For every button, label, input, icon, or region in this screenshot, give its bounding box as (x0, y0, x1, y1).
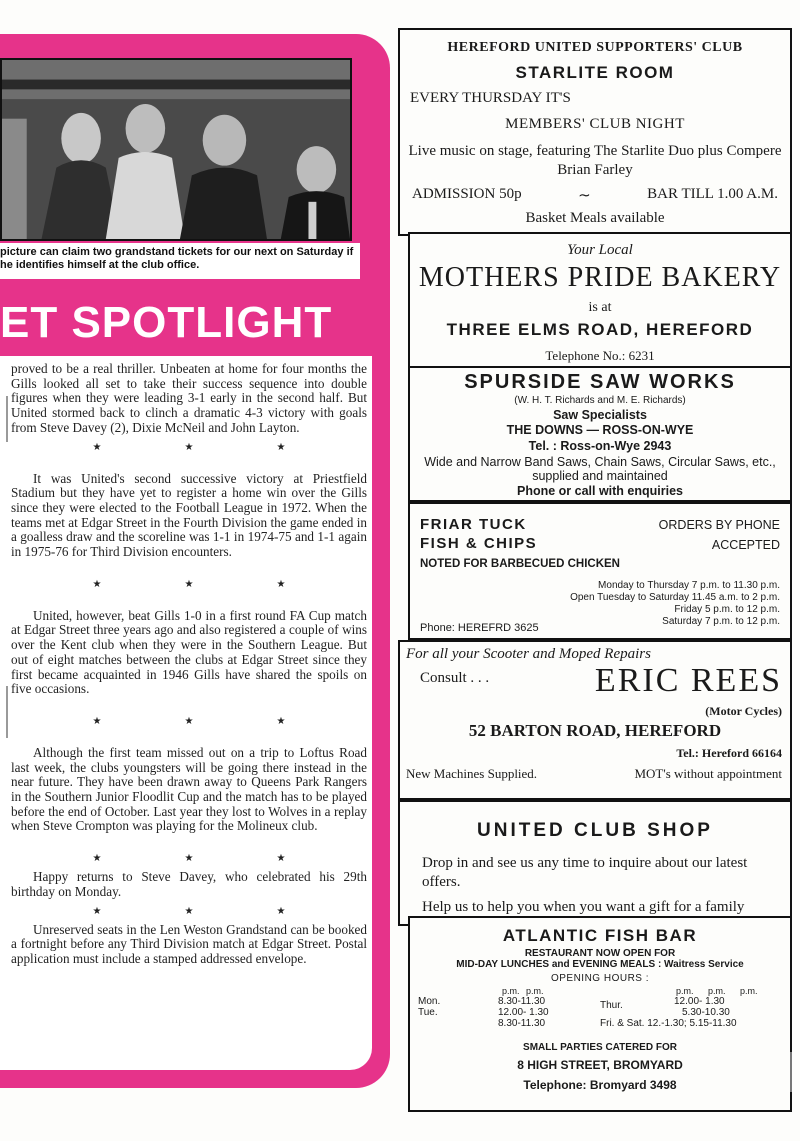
crowd-photo (0, 58, 352, 241)
star-icon: ★ (92, 715, 102, 727)
star-icon: ★ (184, 441, 194, 453)
article-paragraph: United, however, beat Gills 1-0 in a first round FA Cup match at Edgar Street three years ago and also registered a couple of wins over the Kent club when they were in the Southern League. But out of eight matches between the clubs at Edgar Street since they first became acquainted in 1946 Gills have shared the spoils on five occasions. (11, 607, 367, 697)
star-divider (11, 900, 367, 923)
ad-text: (Motor Cycles) (705, 704, 782, 718)
ad-address: 8 HIGH STREET, BROMYARD (517, 1058, 683, 1072)
ad-supporters-club (398, 28, 792, 236)
ad-title-line: FRIAR TUCK (420, 516, 527, 533)
ad-phone: Tel.: Hereford 66164 (676, 746, 782, 760)
ad-phone: Telephone No.: 6231 (545, 348, 655, 363)
article-paragraph: Happy returns to Steve Davey, who celebrated his 29th birthday on Monday. (11, 869, 367, 899)
ad-title: SPURSIDE SAW WORKS (464, 371, 736, 393)
ad-text: BAR TILL 1.00 A.M. (647, 186, 778, 202)
star-icon: ★ (276, 715, 286, 727)
pm-label: p.m. (708, 986, 726, 996)
ad-text: EVERY THURSDAY IT'S (410, 90, 571, 106)
article-paragraph: Unreserved seats in the Len Weston Grandstand can be booked a fortnight before any Third Division match at Edgar Street. Postal application must include a stamped addressed envelope. (11, 921, 367, 966)
star-divider (11, 573, 367, 596)
ad-title: ATLANTIC FISH BAR (502, 926, 698, 945)
ad-title-line: FISH & CHIPS (420, 535, 538, 552)
photo-caption: picture can claim two grandstand tickets for our next on Saturday if he identifies himself at the club office. (0, 243, 360, 279)
ad-phone: Phone: HEREFRD 3625 (420, 622, 539, 634)
hours-value: 8.30-11.30 (498, 996, 546, 1007)
day-label: Tue. (418, 1007, 438, 1018)
ad-text: Drop in and see us any time to inquire about our latest offers. (422, 855, 748, 890)
star-icon: ★ (92, 905, 102, 917)
star-divider (11, 436, 367, 459)
hours-value: 12.00- 1.30 (498, 1007, 549, 1018)
ad-orders (659, 515, 780, 555)
hours-value: Fri. & Sat. 12.-1.30; 5.15-11.30 (600, 1018, 737, 1029)
ad-title: UNITED CLUB SHOP (477, 820, 713, 841)
binder-hole-mark (6, 396, 9, 442)
ad-atlantic-fish-bar (408, 916, 792, 1112)
ad-title: ERIC REES (594, 662, 782, 699)
star-icon: ★ (184, 578, 194, 590)
article-paragraph: proved to be a real thriller. Unbeaten at home for four months the Gills looked all set to take their success sequence into double figures when they were leading 3-1 early in the second half. But United stormed back to clinch a dramatic 4-3 victory with goals from Steve Davey (2), Dixie McNeil and John Layton. (11, 361, 367, 435)
ad-subtitle: STARLITE ROOM (515, 63, 675, 82)
ad-text: ACCEPTED (711, 538, 780, 552)
star-icon: ★ (276, 578, 286, 590)
ad-text: SMALL PARTIES CATERED FOR (523, 1042, 677, 1053)
ad-address: 52 BARTON ROAD, HEREFORD (468, 721, 722, 740)
ad-text: Saw Specialists (553, 408, 647, 422)
hours-value: 12.00- 1.30 (674, 996, 725, 1007)
ad-text: is at (588, 300, 612, 315)
ad-eric-rees (398, 640, 792, 800)
star-icon: ★ (184, 905, 194, 917)
ad-text: Phone or call with enquiries (516, 484, 683, 498)
day-label: Thur. (600, 1000, 623, 1011)
pm-label: p.m. (502, 986, 520, 996)
ad-text: OPENING HOURS : (550, 973, 650, 984)
hours-value: 8.30-11.30 (498, 1018, 546, 1029)
star-icon: ★ (92, 578, 102, 590)
ad-text: MOT's without appointment (634, 766, 782, 781)
star-divider (11, 710, 367, 733)
ad-title: HEREFORD UNITED SUPPORTERS' CLUB (447, 40, 743, 55)
ad-text: Wide and Narrow Band Saws, Chain Saws, Circular Saws, etc., supplied and maintained (424, 455, 776, 483)
ad-text: ADMISSION 50p (412, 186, 522, 202)
ad-text: Basket Meals available (525, 210, 665, 226)
star-divider (11, 847, 367, 870)
hours-value: 5.30-10.30 (682, 1007, 730, 1018)
ad-text: New Machines Supplied. (406, 766, 538, 781)
ad-text: (W. H. T. Richards and M. E. Richards) (514, 395, 686, 406)
ad-address: THE DOWNS — ROSS-ON-WYE (506, 423, 694, 437)
ad-club-shop (398, 800, 792, 926)
article-paragraph: It was United's second successive victory at Priestfield Stadium but they have yet to register a home win over the Gills since they were elected to the Football League in 1972. When the teams met at Edgar Street in the Fourth Division the game ended in a goalless draw and the scoreline was 1-1 in 1974-75 and 1-1 again in 1975-76 for Third Division encounters. (11, 470, 367, 560)
article-paragraph: Although the first team missed out on a trip to Loftus Road last week, the clubs youngsters will be going there instead in the near future. They have been drawn away to Queens Park Rangers in the Southern Junior Floodlit Cup and the match has to be played before the end of October. Last year they lost to Wolves in a replay when Steve Crompton was playing for the Molineux club. (11, 744, 367, 834)
spotlight-heading: ET SPOTLIGHT (0, 298, 333, 347)
ad-text: For all your Scooter and Moped Repairs (406, 646, 651, 662)
ad-text: Help us to help you when you want a gift for a family (422, 899, 745, 915)
ad-text: Live music on stage, featuring The Starlite Duo plus Compere Brian Farley (408, 143, 782, 178)
ad-hours-line: Saturday 7 p.m. to 12 p.m. (662, 616, 780, 627)
star-icon: ★ (184, 853, 194, 865)
pm-label: p.m. (676, 986, 694, 996)
ad-hours-line: Friday 5 p.m. to 12 p.m. (674, 604, 780, 615)
margin-mark (790, 1052, 792, 1092)
pm-label: p.m. (526, 986, 544, 996)
ad-text: NOTED FOR BARBECUED CHICKEN (420, 558, 620, 570)
day-label: Mon. (418, 996, 441, 1007)
ad-text: MEMBERS' CLUB NIGHT (505, 116, 685, 132)
ad-admission-row (412, 186, 778, 205)
star-icon: ★ (92, 441, 102, 453)
ad-address: THREE ELMS ROAD, HEREFORD (446, 320, 754, 339)
article-panel (0, 356, 372, 1070)
ad-text: Your Local (567, 242, 633, 258)
ad-title (420, 515, 537, 553)
star-icon: ★ (276, 905, 286, 917)
ad-saw-works (408, 366, 792, 502)
star-icon: ★ (92, 853, 102, 865)
ad-bakery (408, 232, 792, 366)
ad-text: Consult . . . (420, 670, 490, 686)
ad-text: ORDERS BY PHONE (658, 518, 780, 532)
pm-label: p.m. (740, 986, 758, 996)
ad-hours-line: Open Tuesday to Saturday 11.45 a.m. to 2 p.m. (570, 592, 780, 603)
star-icon: ★ (276, 441, 286, 453)
ad-hours (570, 580, 780, 628)
article-text (11, 362, 367, 967)
ad-text: MID-DAY LUNCHES and EVENING MEALS : Waitress Service (456, 959, 744, 970)
star-icon: ★ (184, 715, 194, 727)
ad-title: MOTHERS PRIDE BAKERY (418, 262, 782, 293)
ad-hours-line: Monday to Thursday 7 p.m. to 11.30 p.m. (598, 580, 780, 591)
tilde-icon: ∼ (578, 188, 591, 204)
ad-friar-tuck (408, 502, 792, 640)
ad-text: RESTAURANT NOW OPEN FOR (524, 948, 676, 959)
star-icon: ★ (276, 853, 286, 865)
binder-hole-mark (6, 686, 9, 738)
ad-phone: Telephone: Bromyard 3498 (523, 1078, 677, 1092)
ad-phone: Tel. : Ross-on-Wye 2943 (528, 439, 672, 453)
